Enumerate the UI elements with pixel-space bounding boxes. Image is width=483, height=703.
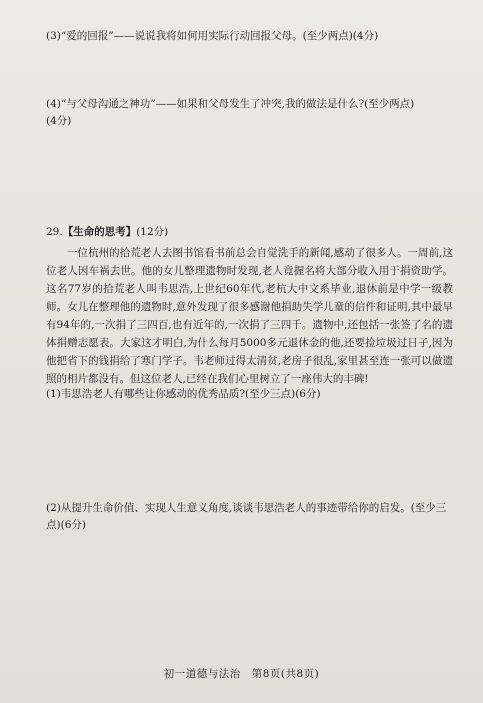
question-29-header — [46, 224, 445, 241]
question-29-score: (12分) — [136, 226, 169, 238]
question-4-line2: (4分) — [46, 115, 72, 127]
page-footer: 初一道德与法治 第8页(共8页) — [163, 668, 320, 680]
question-29-number: 29. — [46, 226, 63, 238]
question-29-sub2 — [46, 500, 449, 534]
question-29-title: 【生命的思考】 — [62, 226, 137, 238]
question-4-line1: (4)“与父母沟通之神功”——如果和父母发生了冲突,我的做法是什么?(至少两点) — [46, 98, 415, 110]
question-29-sub1: (1)韦思浩老人有哪些让你感动的优秀品质?(至少三点)(6分) — [46, 388, 321, 400]
question-3-text: (3)“爱的回报”——说说我将如何用实际行动回报父母。(至少两点)(4分) — [46, 30, 379, 42]
question-4 — [46, 96, 445, 130]
question-29-passage: 一位杭州的拾荒老人去图书馆看书前总会自觉洗手的新闻,感动了很多人。一周前,这位老人因车祸去世。他的女儿整理遗物时发现,老人竟握名将大部分收入用于捐资助学。这名77岁的拾荒老人叫韦思浩,上世纪60年代,老杭大中文系毕业,退休前是中学一级教师。女儿在整理他的遗物时,意外发现了很多感谢他捐助失学儿童的信件和证明,其中最早有94年的,一次捐了三四百,也有近年的,一次捐了三四千。遗物中,还包括一张签了名的遗体捐赠志愿表。大家这才明白,为什么每月5000多元退休金的他,还要捡垃圾过日子,因为他把省下的钱捐给了寒门学子。韦老师过得太清贫,老房子很乱,家里甚至连一张可以做遗照的相片都没有。但这位老人,已经在我们心里树立了一座伟大的丰碑! — [46, 247, 453, 385]
question-29-sub2-line2: 点)(6分) — [46, 519, 86, 531]
question-3 — [46, 28, 445, 45]
question-29-sub2-line1: (2)从提升生命价值、实现人生意义角度,谈谈韦思浩老人的事迹带给你的启发。(至少三 — [46, 502, 447, 514]
